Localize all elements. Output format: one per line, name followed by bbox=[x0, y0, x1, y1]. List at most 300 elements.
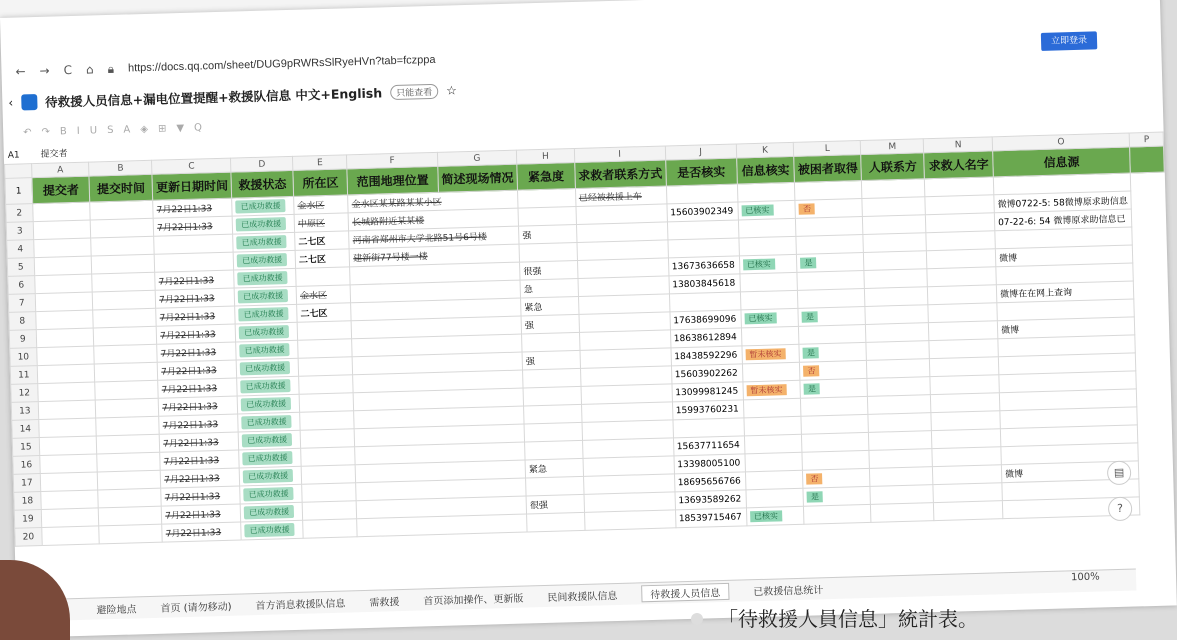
cell-verified[interactable] bbox=[743, 380, 801, 400]
cell-phone[interactable]: 15993760231 bbox=[672, 400, 744, 420]
cell-trapped[interactable] bbox=[799, 342, 866, 362]
filter-icon[interactable]: ▼ bbox=[176, 122, 185, 134]
cell-submit-time[interactable] bbox=[96, 434, 160, 454]
header-cell[interactable]: 所在区 bbox=[293, 169, 348, 197]
cell-submit-time[interactable] bbox=[91, 236, 155, 256]
row-number[interactable]: 19 bbox=[14, 510, 41, 529]
row-number[interactable]: 17 bbox=[13, 474, 40, 493]
row-number[interactable]: 13 bbox=[11, 402, 38, 421]
cell-district[interactable] bbox=[298, 357, 353, 377]
cell-urgency[interactable] bbox=[523, 368, 581, 388]
column-header[interactable]: L bbox=[794, 141, 861, 157]
cell-phone[interactable] bbox=[673, 418, 745, 438]
cell-requester-name[interactable] bbox=[926, 231, 995, 251]
cell-district[interactable]: 二七区 bbox=[295, 249, 350, 269]
cell-urgency[interactable] bbox=[525, 440, 583, 460]
cell-submit-time[interactable] bbox=[97, 452, 161, 472]
row-number[interactable]: 6 bbox=[8, 276, 35, 295]
row-number[interactable]: 16 bbox=[13, 456, 40, 475]
cell-rescue-status[interactable] bbox=[240, 484, 302, 504]
cell-contact[interactable]: 已经被救援上车 bbox=[575, 186, 666, 207]
cell-update-time[interactable]: 7月22日1:33 bbox=[157, 342, 236, 362]
cell-rescue-status[interactable] bbox=[237, 394, 299, 414]
header-cell[interactable]: 人联系方 bbox=[861, 153, 925, 181]
cell-phone[interactable]: 18438592296 bbox=[671, 346, 743, 366]
strikethrough-icon[interactable]: S bbox=[106, 124, 114, 136]
cell-verified[interactable] bbox=[742, 344, 800, 364]
cell-contact-person[interactable] bbox=[864, 269, 928, 289]
column-header[interactable]: G bbox=[437, 150, 517, 166]
cell-district[interactable] bbox=[300, 411, 355, 431]
cell-update-time[interactable]: 7月22日1:33 bbox=[159, 432, 238, 452]
column-header[interactable]: P bbox=[1129, 132, 1163, 147]
column-header[interactable]: B bbox=[89, 160, 152, 176]
header-cell[interactable]: 求救者联系方式 bbox=[574, 160, 666, 189]
forward-icon[interactable]: → bbox=[39, 63, 50, 78]
header-cell[interactable]: 提交时间 bbox=[89, 174, 153, 202]
cell-urgency[interactable]: 紧急 bbox=[525, 458, 583, 478]
search-icon[interactable]: Q bbox=[193, 121, 203, 134]
cell-update-time[interactable]: 7月22日1:33 bbox=[162, 522, 241, 542]
cell-rescue-status[interactable] bbox=[241, 520, 303, 540]
cell-submitter[interactable] bbox=[38, 400, 96, 420]
sheet-tab[interactable]: 避险地点 bbox=[96, 604, 137, 617]
cell-submit-time[interactable] bbox=[98, 488, 162, 508]
cell-phone[interactable]: 17638699096 bbox=[670, 310, 742, 330]
cell-requester-name[interactable] bbox=[931, 411, 1000, 431]
row-number[interactable]: 11 bbox=[10, 366, 37, 385]
cell-district[interactable] bbox=[297, 321, 352, 341]
cell-source[interactable]: 07-22-6: 54 微博原求助信息已 bbox=[994, 209, 1132, 231]
cell-verified[interactable] bbox=[740, 272, 798, 292]
corner-cell[interactable] bbox=[5, 164, 32, 179]
header-cell[interactable]: 是否核实 bbox=[665, 158, 737, 186]
cell-update-time[interactable]: 7月22日1:33 bbox=[159, 414, 238, 434]
cell-trapped[interactable] bbox=[798, 288, 865, 308]
cell-submit-time[interactable] bbox=[90, 200, 154, 220]
cell-district[interactable] bbox=[299, 375, 354, 395]
cell-contact-person[interactable] bbox=[866, 323, 930, 343]
cell-contact-person[interactable] bbox=[865, 305, 929, 325]
cell-contact-person[interactable] bbox=[863, 215, 927, 235]
underline-icon[interactable]: U bbox=[89, 124, 98, 137]
cell-trapped[interactable] bbox=[801, 396, 868, 416]
cell-requester-name[interactable] bbox=[928, 303, 997, 323]
row-number[interactable]: 2 bbox=[6, 204, 33, 223]
cell-trapped[interactable] bbox=[800, 378, 867, 398]
cell-urgency[interactable] bbox=[523, 386, 581, 406]
cell-district[interactable]: 二七区 bbox=[297, 303, 352, 323]
cell-update-time[interactable]: 7月22日1:33 bbox=[158, 396, 237, 416]
cell-district[interactable] bbox=[296, 267, 351, 287]
cell-verified[interactable] bbox=[738, 218, 796, 238]
cell-trapped[interactable] bbox=[795, 181, 862, 201]
cell-urgency[interactable] bbox=[526, 476, 584, 496]
cell-rescue-status[interactable] bbox=[233, 250, 295, 270]
cell-requester-name[interactable] bbox=[934, 501, 1003, 521]
cell-requester-name[interactable] bbox=[927, 267, 996, 287]
cell-contact-person[interactable] bbox=[863, 233, 927, 253]
cell-phone[interactable]: 15637711654 bbox=[673, 436, 745, 456]
header-cell[interactable]: 救援状态 bbox=[231, 170, 294, 198]
cell-requester-name[interactable] bbox=[927, 249, 996, 269]
column-header[interactable]: J bbox=[665, 144, 736, 160]
cell-urgency[interactable]: 急 bbox=[520, 278, 578, 298]
column-header[interactable]: M bbox=[861, 139, 924, 155]
cell-requester-name[interactable] bbox=[930, 375, 999, 395]
column-header[interactable]: A bbox=[31, 162, 89, 178]
cell-district[interactable] bbox=[301, 447, 356, 467]
cell-update-time[interactable] bbox=[154, 252, 233, 272]
star-icon[interactable]: ☆ bbox=[445, 83, 458, 98]
row-number[interactable]: 7 bbox=[8, 294, 35, 313]
cell-urgency[interactable]: 强 bbox=[519, 224, 577, 244]
cell-trapped[interactable] bbox=[796, 216, 863, 236]
cell-submitter[interactable] bbox=[39, 436, 97, 456]
column-header[interactable]: K bbox=[736, 142, 794, 158]
cell-verified[interactable] bbox=[739, 254, 797, 274]
cell-submitter[interactable] bbox=[32, 202, 90, 222]
cell-verified[interactable] bbox=[741, 326, 799, 346]
cell-submitter[interactable] bbox=[38, 382, 96, 402]
column-header[interactable]: C bbox=[152, 158, 231, 174]
cell-rescue-status[interactable] bbox=[235, 322, 297, 342]
cell-submitter[interactable] bbox=[34, 256, 92, 276]
cell-update-time[interactable]: 7月22日1:33 bbox=[157, 360, 236, 380]
row-number[interactable]: 12 bbox=[11, 384, 38, 403]
cell-verified[interactable] bbox=[745, 452, 803, 472]
cell-submit-time[interactable] bbox=[99, 524, 163, 544]
cell-rescue-status[interactable] bbox=[236, 340, 298, 360]
cell-update-time[interactable]: 7月22日1:33 bbox=[158, 378, 237, 398]
cell-requester-name[interactable] bbox=[928, 285, 997, 305]
cell-reference[interactable]: A1 bbox=[7, 150, 20, 161]
cell-trapped[interactable] bbox=[802, 450, 869, 470]
cell-trapped[interactable] bbox=[799, 324, 866, 344]
cell-source[interactable]: 微博0722-5: 58微博原求助信息 bbox=[994, 191, 1132, 213]
cell-trapped[interactable] bbox=[798, 306, 865, 326]
header-cell[interactable]: 更新日期时间 bbox=[152, 172, 232, 200]
cell-phone[interactable]: 18638612894 bbox=[670, 328, 742, 348]
cell-submit-time[interactable] bbox=[95, 380, 159, 400]
cell-rescue-status[interactable] bbox=[233, 232, 295, 252]
cell-submit-time[interactable] bbox=[95, 398, 159, 418]
help-icon[interactable]: ? bbox=[1108, 497, 1133, 522]
cell-phone[interactable] bbox=[668, 238, 740, 258]
font-color-icon[interactable]: A bbox=[123, 123, 131, 136]
cell-update-time[interactable]: 7月22日1:33 bbox=[153, 216, 232, 236]
cell-verified[interactable] bbox=[740, 290, 798, 310]
cell-submit-time[interactable] bbox=[91, 254, 155, 274]
cell-contact-person[interactable] bbox=[864, 251, 928, 271]
borders-icon[interactable]: ⊞ bbox=[157, 122, 167, 135]
cell-contact-person[interactable] bbox=[865, 287, 929, 307]
cell-update-time[interactable]: 7月22日1:33 bbox=[160, 450, 239, 470]
header-cell[interactable]: 信息源 bbox=[993, 147, 1131, 177]
cell-verified[interactable] bbox=[746, 488, 804, 508]
header-cell[interactable]: 范围地理位置 bbox=[347, 166, 438, 195]
sheet-tab[interactable]: 首页添加操作、更新版 bbox=[423, 593, 524, 608]
cell-verified[interactable] bbox=[737, 182, 795, 202]
cell-requester-name[interactable] bbox=[933, 465, 1002, 485]
cell-submitter[interactable] bbox=[33, 220, 91, 240]
cell-source[interactable]: 微博 bbox=[995, 245, 1133, 267]
cell-verified[interactable] bbox=[746, 506, 804, 526]
cell-submitter[interactable] bbox=[41, 508, 99, 528]
cell-rescue-status[interactable] bbox=[232, 196, 294, 216]
cell-district[interactable] bbox=[302, 483, 357, 503]
cell-submit-time[interactable] bbox=[97, 470, 161, 490]
cell-submitter[interactable] bbox=[34, 274, 92, 294]
row-number[interactable]: 4 bbox=[7, 240, 34, 259]
row-number[interactable]: 9 bbox=[9, 330, 36, 349]
cell-urgency[interactable] bbox=[527, 512, 585, 532]
sheet-tab[interactable]: 首方消息救援队信息 bbox=[255, 598, 346, 613]
cell-location[interactable]: 河南省郑州市大学北路51号6号楼 bbox=[349, 226, 519, 249]
cell-submitter[interactable] bbox=[37, 364, 95, 384]
cell-contact-person[interactable] bbox=[867, 359, 931, 379]
row-number[interactable]: 20 bbox=[15, 528, 42, 547]
cell-requester-name[interactable] bbox=[929, 339, 998, 359]
column-header[interactable]: I bbox=[574, 146, 665, 163]
cell-update-time[interactable]: 7月22日1:33 bbox=[161, 504, 240, 524]
sheet-tab[interactable]: 民间救援队信息 bbox=[547, 590, 618, 604]
cell-district[interactable]: 中原区 bbox=[294, 213, 349, 233]
cell-contact-person[interactable] bbox=[866, 341, 930, 361]
cell-submitter[interactable] bbox=[36, 328, 94, 348]
column-header[interactable]: O bbox=[992, 133, 1130, 151]
cell-phone[interactable]: 15603902262 bbox=[671, 364, 743, 384]
row-number[interactable]: 5 bbox=[7, 258, 34, 277]
cell-rescue-status[interactable] bbox=[234, 268, 296, 288]
zoom-level[interactable]: 100% bbox=[1070, 571, 1100, 584]
cell-submit-time[interactable] bbox=[92, 290, 156, 310]
cell-trapped[interactable] bbox=[803, 486, 870, 506]
italic-icon[interactable]: I bbox=[76, 125, 80, 137]
cell-contact-person[interactable] bbox=[862, 179, 926, 199]
cell-submitter[interactable] bbox=[35, 310, 93, 330]
sheet-tab[interactable]: 待救援人员信息 bbox=[641, 583, 729, 602]
cell-requester-name[interactable] bbox=[932, 429, 1001, 449]
cell-source[interactable]: 微博在在网上查询 bbox=[996, 281, 1134, 303]
cell-district[interactable]: 二七区 bbox=[295, 231, 350, 251]
cell-phone[interactable]: 15603902349 bbox=[667, 202, 739, 222]
undo-icon[interactable]: ↶ bbox=[23, 126, 32, 138]
cell-rescue-status[interactable] bbox=[237, 376, 299, 396]
cell-update-time[interactable]: 7月22日1:33 bbox=[156, 324, 235, 344]
cell-submit-time[interactable] bbox=[90, 218, 154, 238]
cell-location[interactable]: 长城路附近某某楼 bbox=[348, 208, 518, 231]
cell-update-time[interactable]: 7月22日1:33 bbox=[156, 306, 235, 326]
cell-verified[interactable] bbox=[739, 236, 797, 256]
column-header[interactable]: H bbox=[517, 149, 575, 165]
cell-phone[interactable]: 13693589262 bbox=[675, 490, 747, 510]
row-number[interactable]: 1 bbox=[5, 178, 32, 205]
row-number[interactable]: 18 bbox=[14, 492, 41, 511]
sheet-tab[interactable]: 首页 (请勿移动) bbox=[160, 601, 232, 615]
cell-requester-name[interactable] bbox=[931, 393, 1000, 413]
cell-phone[interactable] bbox=[667, 220, 739, 240]
cell-submit-time[interactable] bbox=[96, 416, 160, 436]
cell-district[interactable] bbox=[299, 393, 354, 413]
cell-trapped[interactable] bbox=[800, 360, 867, 380]
cell-rescue-status[interactable] bbox=[238, 412, 300, 432]
sheet-tab[interactable]: 需救援 bbox=[369, 597, 400, 609]
view-only-badge[interactable]: 只能查看 bbox=[390, 83, 438, 99]
cell-requester-name[interactable] bbox=[930, 357, 999, 377]
cell-contact-person[interactable] bbox=[870, 467, 934, 487]
row-number[interactable]: 14 bbox=[12, 420, 39, 439]
cell-submitter[interactable] bbox=[35, 292, 93, 312]
cell-value[interactable]: 提交者 bbox=[40, 149, 68, 160]
cell-submit-time[interactable] bbox=[93, 308, 157, 328]
cell-urgency[interactable] bbox=[522, 332, 580, 352]
header-cell[interactable]: 信息核实 bbox=[736, 156, 794, 184]
cell-urgency[interactable]: 强 bbox=[522, 350, 580, 370]
cell-trapped[interactable] bbox=[804, 504, 871, 524]
cell-contact-person[interactable] bbox=[868, 413, 932, 433]
cell-district[interactable] bbox=[303, 519, 358, 539]
bold-icon[interactable]: B bbox=[59, 125, 67, 137]
cell-submitter[interactable] bbox=[40, 472, 98, 492]
cell-verified[interactable] bbox=[738, 200, 796, 220]
cell-urgency[interactable]: 紧急 bbox=[521, 296, 579, 316]
column-header[interactable]: N bbox=[924, 137, 993, 153]
cell-requester-name[interactable] bbox=[929, 321, 998, 341]
cell-location[interactable]: 建新街77号楼一楼 bbox=[349, 244, 519, 267]
cell-urgency[interactable]: 强 bbox=[521, 314, 579, 334]
cell-submitter[interactable] bbox=[33, 238, 91, 258]
header-cell[interactable]: 求救人名字 bbox=[924, 151, 993, 179]
cell-verified[interactable] bbox=[745, 470, 803, 490]
cell-trapped[interactable] bbox=[797, 270, 864, 290]
cell-update-time[interactable]: 7月22日1:33 bbox=[160, 468, 239, 488]
cell-submitter[interactable] bbox=[42, 526, 100, 546]
row-number[interactable]: 8 bbox=[9, 312, 36, 331]
url-text[interactable]: https://docs.qq.com/sheet/DUG9pRWRsSlRyeHVn?tab=fczppa bbox=[127, 53, 436, 75]
cell-requester-name[interactable] bbox=[925, 195, 994, 215]
cell-trapped[interactable] bbox=[803, 468, 870, 488]
cell-urgency[interactable] bbox=[519, 242, 577, 262]
cell-contact-person[interactable] bbox=[869, 431, 933, 451]
column-header[interactable]: D bbox=[231, 156, 293, 172]
cell-submitter[interactable] bbox=[41, 490, 99, 510]
cell-requester-name[interactable] bbox=[925, 177, 994, 197]
cell-trapped[interactable] bbox=[802, 432, 869, 452]
cell-verified[interactable] bbox=[742, 362, 800, 382]
cell-district[interactable] bbox=[301, 465, 356, 485]
header-cell[interactable]: 提交者 bbox=[32, 176, 90, 204]
cell-submitter[interactable] bbox=[39, 418, 97, 438]
cell-location[interactable]: 金水区某某路某某小区 bbox=[348, 190, 518, 213]
cell-district[interactable] bbox=[298, 339, 353, 359]
cell-district[interactable] bbox=[300, 429, 355, 449]
cell-phone[interactable]: 18695656766 bbox=[674, 472, 746, 492]
cell-rescue-status[interactable] bbox=[236, 358, 298, 378]
cell-update-time[interactable]: 7月22日1:33 bbox=[153, 198, 232, 218]
cell-update-time[interactable]: 7月22日1:33 bbox=[155, 270, 234, 290]
cell-rescue-status[interactable] bbox=[239, 466, 301, 486]
row-number[interactable]: 3 bbox=[6, 222, 33, 241]
row-number[interactable]: 10 bbox=[10, 348, 37, 367]
cell-contact-person[interactable] bbox=[870, 485, 934, 505]
refresh-icon[interactable]: C bbox=[63, 63, 73, 78]
cell-urgency[interactable]: 很强 bbox=[526, 494, 584, 514]
cell-requester-name[interactable] bbox=[926, 213, 995, 233]
cell-verified[interactable] bbox=[741, 308, 799, 328]
cell-submitter[interactable] bbox=[40, 454, 98, 474]
cell-phone[interactable]: 13673636658 bbox=[668, 256, 740, 276]
cell-update-time[interactable]: 7月22日1:33 bbox=[155, 288, 234, 308]
cell-contact-person[interactable] bbox=[871, 503, 935, 523]
cell-phone[interactable] bbox=[666, 184, 738, 204]
cell-phone[interactable]: 13398005100 bbox=[674, 454, 746, 474]
cell-rescue-status[interactable] bbox=[239, 448, 301, 468]
cell-phone[interactable]: 18539715467 bbox=[675, 508, 747, 528]
header-cell[interactable] bbox=[1130, 146, 1164, 173]
back-icon[interactable]: ← bbox=[15, 64, 26, 79]
cell-contact-person[interactable] bbox=[869, 449, 933, 469]
fill-color-icon[interactable]: ◈ bbox=[140, 123, 149, 135]
cell-submit-time[interactable] bbox=[94, 362, 158, 382]
cell-submitter[interactable] bbox=[36, 346, 94, 366]
cell-rescue-status[interactable] bbox=[240, 502, 302, 522]
home-icon[interactable]: ⌂ bbox=[85, 62, 94, 77]
cell-trapped[interactable] bbox=[796, 234, 863, 254]
cell-trapped[interactable] bbox=[795, 198, 862, 218]
cell-urgency[interactable] bbox=[518, 207, 576, 227]
cell-contact-person[interactable] bbox=[868, 395, 932, 415]
cell-urgency[interactable]: 很强 bbox=[520, 260, 578, 280]
cell-contact-person[interactable] bbox=[867, 377, 931, 397]
cell-submit-time[interactable] bbox=[94, 344, 158, 364]
cell-rescue-status[interactable] bbox=[232, 214, 294, 234]
cell-source[interactable]: 微博 bbox=[997, 317, 1135, 339]
cell-requester-name[interactable] bbox=[932, 447, 1001, 467]
column-header[interactable]: F bbox=[347, 152, 438, 169]
header-cell[interactable]: 被困者取得 bbox=[794, 155, 862, 183]
cell-urgency[interactable] bbox=[518, 189, 576, 209]
sheet-tab[interactable]: 已救援信息统计 bbox=[753, 585, 824, 599]
cell-location[interactable] bbox=[357, 514, 527, 537]
cell-contact[interactable] bbox=[584, 510, 675, 531]
cell-rescue-status[interactable] bbox=[235, 304, 297, 324]
header-cell[interactable]: 简述现场情况 bbox=[437, 164, 517, 192]
cell-submit-time[interactable] bbox=[92, 272, 156, 292]
cell-rescue-status[interactable] bbox=[234, 286, 296, 306]
cell-urgency[interactable] bbox=[524, 404, 582, 424]
cell-rescue-status[interactable] bbox=[238, 430, 300, 450]
cell-phone[interactable]: 13803845618 bbox=[669, 274, 741, 294]
login-button[interactable]: 立即登录 bbox=[1041, 31, 1097, 51]
cell-district[interactable]: 金水区 bbox=[294, 195, 349, 215]
cell-verified[interactable] bbox=[743, 398, 801, 418]
cell-requester-name[interactable] bbox=[933, 483, 1002, 503]
cell-phone[interactable] bbox=[669, 292, 741, 312]
cell-trapped[interactable] bbox=[797, 252, 864, 272]
cell-submit-time[interactable] bbox=[98, 506, 162, 526]
cell-update-time[interactable]: 7月22日1:33 bbox=[161, 486, 240, 506]
column-header[interactable]: E bbox=[293, 155, 348, 171]
cell-district[interactable]: 金水区 bbox=[296, 285, 351, 305]
back-arrow-icon[interactable]: ‹ bbox=[8, 95, 14, 110]
cell-urgency[interactable] bbox=[524, 422, 582, 442]
cell-verified[interactable] bbox=[744, 416, 802, 436]
row-number[interactable]: 15 bbox=[12, 438, 39, 457]
cell-update-time[interactable] bbox=[154, 234, 233, 254]
redo-icon[interactable]: ↷ bbox=[41, 126, 51, 138]
cell-trapped[interactable] bbox=[801, 414, 868, 434]
